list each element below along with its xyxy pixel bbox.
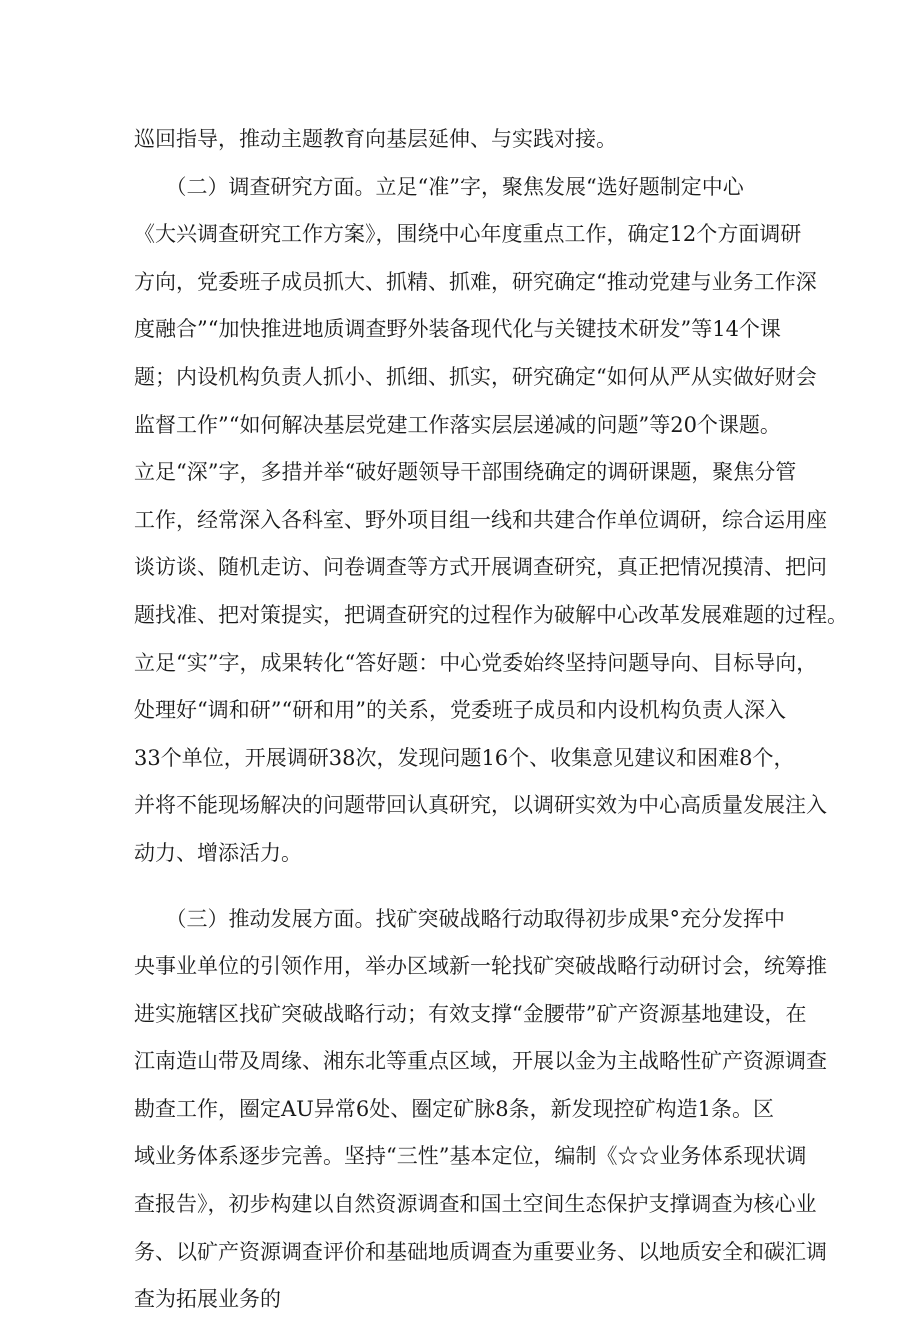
text-line: 度融合”“加快推进地质调查野外装备现代化与关键技术研发”等14个课	[134, 317, 781, 342]
text-line: 务、以矿产资源调查评价和基础地质调查为重要业务、以地质安全和碳汇调	[134, 1239, 827, 1264]
text-line: 立足“深”字，多措并举“破好题领导干部围绕确定的调研课题，聚焦分管	[134, 460, 797, 485]
text-line: 《大兴调查研究工作方案》，围绕中心年度重点工作，确定12个方面调研	[134, 222, 802, 247]
text-line: 谈访谈、随机走访、问卷调查等方式开展调查研究，真正把情况摸清、把问	[134, 555, 827, 580]
text-line: 进实施辖区找矿突破战略行动；有效支撑“金腰带”矿产资源基地建设，在	[134, 1001, 807, 1026]
text-line: 勘查工作，圈定AU异常6处、圈定矿脉8条，新发现控矿构造1条。区	[134, 1096, 774, 1121]
paragraph-2	[134, 164, 848, 878]
text-line: 处理好“调和研”“研和用”的关系，党委班子成员和内设机构负责人深入	[134, 698, 786, 723]
text-line: 并将不能现场解决的问题带回认真研究，以调研实效为中心高质量发展注入	[134, 793, 827, 818]
text-line: 动力、增添活力。	[134, 840, 302, 865]
text-line: 33个单位，开展调研38次，发现问题16个、收集意见建议和困难8个，	[134, 745, 795, 770]
text-line: 查报告》，初步构建以自然资源调查和国土空间生态保护支撑调查为核心业	[134, 1192, 817, 1217]
text-line: 域业务体系逐步完善。坚持“三性”基本定位，编制《☆☆业务体系现状调	[134, 1144, 807, 1169]
paragraph-3	[134, 896, 827, 1324]
text-line: （三）推动发展方面。找矿突破战略行动取得初步成果°充分发挥中	[134, 906, 785, 931]
text-line: 查为拓展业务的	[134, 1287, 281, 1312]
text-line: 巡回指导，推动主题教育向基层延伸、与实践对接。	[134, 127, 617, 151]
text-line: 题；内设机构负责人抓小、抓细、抓实，研究确定“如何从严从实做好财会	[134, 364, 817, 389]
text-line: 江南造山带及周缘、湘东北等重点区域，开展以金为主战略性矿产资源调查	[134, 1049, 827, 1074]
text-line: 方向，党委班子成员抓大、抓精、抓难，研究确定“推动党建与业务工作深	[134, 269, 817, 294]
text-line: 监督工作”“如何解决基层党建工作落实层层递减的问题”等20个课题。	[134, 412, 781, 437]
paragraph-1	[134, 116, 804, 164]
text-line: 立足“实”字，成果转化“答好题：中心党委始终坚持问题导向、目标导向，	[134, 650, 818, 675]
document-body	[134, 116, 848, 1324]
text-line: 央事业单位的引领作用，举办区域新一轮找矿突破战略行动研讨会，统筹推	[134, 954, 827, 979]
paragraph-spacer	[134, 878, 804, 896]
text-line: （二）调查研究方面。立足“准”字，聚焦发展“选好题制定中心	[134, 174, 744, 199]
text-line: 工作，经常深入各科室、野外项目组一线和共建合作单位调研，综合运用座	[134, 507, 827, 532]
text-line: 题找准、把对策提实，把调查研究的过程作为破解中心改革发展难题的过程。	[134, 602, 848, 627]
